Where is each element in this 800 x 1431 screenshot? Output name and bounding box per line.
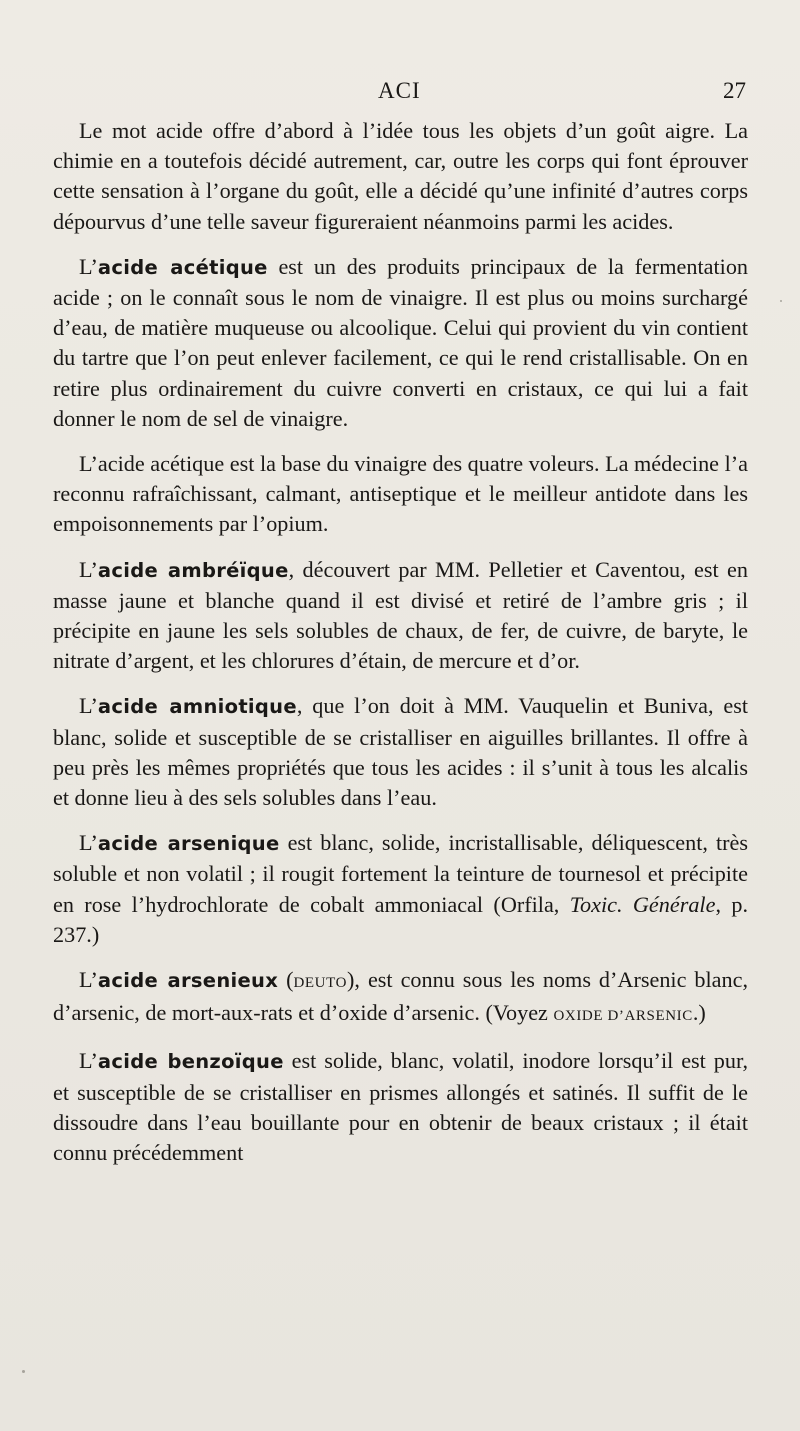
cross-reference: OXIDE D’ARSENIC (553, 1008, 693, 1025)
entry-acide-acetique-usage (53, 449, 748, 540)
paren-open: ( (278, 967, 294, 993)
entry-prefix: L’ (79, 967, 98, 993)
entry-term: acide benzoïque (97, 1050, 284, 1074)
entry-acide-arsenique (53, 828, 748, 950)
entry-text: est un des produits principaux de la fermentation acide ; on le connaît sous le nom de vinaigre. Il est plus ou moins surchargé d’eau, de matière muqueuse ou alcoolique. Celui qui provient du vin contient du tartre que l’on peut enlever facilement, ce qui le rend cristallisable. On en retire plus ordinairement du cuivre converti en cristaux, ce qui lui a fait donner le nom de sel de vinaigre. (53, 253, 749, 431)
entry-text: Le mot acide offre d’abord à l’idée tous les objets d’un goût aigre. La chimie en a toutefois décidé autrement, car, outre les corps qui font éprouver cette sensation à l’organe du goût, elle a décidé qu’une infinité d’autres corps dépourvus d’une telle saveur figureraient néanmoins parmi les acides. (53, 118, 748, 234)
entry-term: acide arsenieux (97, 969, 279, 993)
entry-term: acide amniotique (97, 695, 297, 719)
entry-prefix: L’ (79, 556, 98, 582)
entry-acide-acetique (53, 252, 748, 434)
entry-prefix: L’ (79, 1048, 98, 1074)
entry-prefix: L’ (79, 693, 98, 719)
entry-text: , découvert par MM. Pelletier et Caventou, est en masse jaune et blanche quand il est divisé et retiré de l’ambre gris ; il précipite en jaune les sels solubles de chaux, de fer, de cuivre, de baryte, le nitrate d’argent, et les chlorures d’étain, de mercure et d’or. (53, 556, 748, 674)
entry-term: acide ambréïque (97, 558, 289, 582)
entry-text: L’acide acétique est la base du vinaigre des quatre voleurs. La médecine l’a reconnu rafraîchissant, calmant, antiseptique et le meilleur antidote dans les empoisonnements par l’opium. (53, 451, 748, 537)
entry-prefix: L’ (79, 253, 98, 279)
entry-acide-amniotique (53, 691, 748, 813)
running-head-title: ACI (378, 78, 421, 103)
entry-text: est solide, blanc, volatil, inodore lorsqu’il est pur, et susceptible de se cristalliser en prismes allongés et satinés. Il suffit de le dissoudre dans l’eau bouillante pour en obtenir de beaux cristaux ; il était connu précédemment (53, 1048, 749, 1166)
page-number: 27 (723, 78, 746, 103)
entry-text: ), est connu sous les noms d’Arsenic blanc, d’arsenic, de mort-aux-rats et d’oxide d’arsenic. (Voyez (53, 967, 748, 1026)
small-caps-deuto: DEUTO (293, 975, 348, 992)
entry-text: , que l’on doit à MM. Vauquelin et Buniva, est blanc, solide et susceptible de se cristalliser en aiguilles brillantes. Il offre à peu près les mêmes propriétés que tous les acides : il s’unit à tous les alcalis et donne lieu à des sels solubles dans l’eau. (53, 693, 748, 811)
entry-acide-benzoique (53, 1046, 748, 1168)
entry-acide-ambreique (53, 555, 748, 677)
running-head (0, 78, 800, 112)
paper-speck (22, 1370, 25, 1373)
citation-rest: , p. 237.) (53, 891, 749, 947)
entry-prefix: L’ (79, 830, 98, 856)
entry-text: est blanc, solide, incristallisable, déliquescent, très soluble et non volatil ; il rougit fortement la teinture de tournesol et précipite en rose l’hydrochlorate de cobalt ammoniacal (Orfila, (53, 830, 748, 917)
citation-title: Toxic. Générale (569, 891, 716, 917)
paper-speck (780, 300, 782, 302)
body-text (53, 116, 748, 1183)
cross-reference-close: .) (692, 1000, 706, 1026)
entry-acide-arsenieux (53, 965, 748, 1031)
entry-term: acide acétique (97, 255, 268, 279)
entry-intro (53, 116, 748, 237)
entry-term: acide arsenique (97, 832, 280, 856)
